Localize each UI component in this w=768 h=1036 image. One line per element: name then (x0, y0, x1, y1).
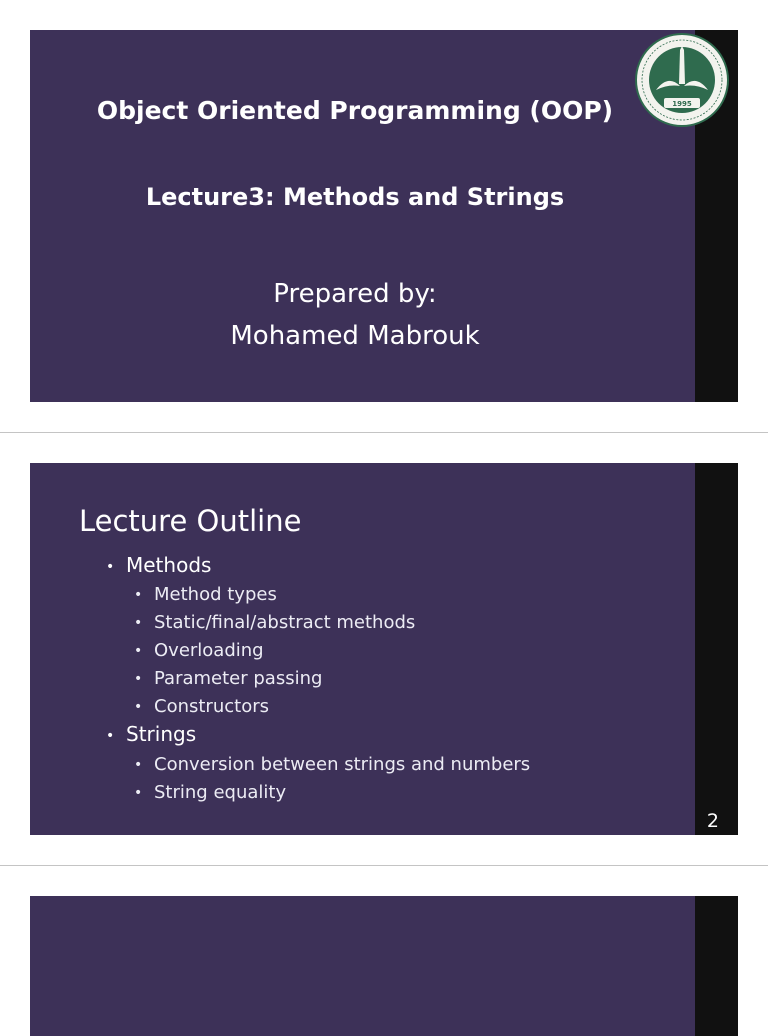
slide-side-strip (695, 463, 738, 835)
outline-sub-bullet (134, 754, 530, 775)
bullet-icon: • (134, 757, 143, 773)
lecture-title: Lecture3: Methods and Strings (145, 183, 565, 211)
outline-list (30, 463, 690, 835)
outline-sub-bullet (134, 612, 415, 633)
outline-sub-bullet (134, 640, 264, 661)
bullet-icon: • (106, 558, 115, 575)
author-name: Mohamed Mabrouk (230, 321, 480, 351)
bullet-text: Overloading (154, 640, 264, 661)
bullet-icon: • (134, 643, 143, 659)
bullet-icon: • (106, 727, 115, 744)
bullet-icon: • (134, 587, 143, 603)
bullet-icon: • (134, 785, 143, 801)
slide-divider (0, 432, 768, 433)
outline-sub-bullet (134, 584, 277, 605)
next-slide-partial (30, 896, 738, 1036)
bullet-icon: • (134, 615, 143, 631)
bullet-icon: • (134, 671, 143, 687)
university-seal-logo (634, 32, 730, 128)
prepared-by-label: Prepared by: (273, 279, 437, 309)
outline-title: Lecture Outline (79, 504, 302, 538)
bullet-text: Static/final/abstract methods (154, 612, 416, 633)
outline-bullet (106, 722, 196, 746)
bullet-text: Constructors (154, 696, 269, 717)
outline-sub-bullet (134, 782, 286, 803)
title-slide (30, 30, 738, 402)
seal-year: 1995 (672, 100, 692, 108)
bullet-text: Parameter passing (154, 668, 323, 689)
bullet-icon: • (134, 699, 143, 715)
page-number: 2 (706, 810, 719, 832)
bullet-text: Methods (126, 553, 212, 577)
slide-side-strip (695, 896, 738, 1036)
bullet-text: String equality (154, 782, 287, 803)
outline-bullet (106, 553, 211, 577)
bullet-text: Conversion between strings and numbers (154, 754, 531, 775)
course-title: Object Oriented Programming (OOP) (96, 96, 614, 125)
outline-sub-bullet (134, 668, 322, 689)
outline-slide (30, 463, 738, 835)
outline-sub-bullet (134, 696, 269, 717)
bullet-text: Method types (154, 584, 277, 605)
slide-divider (0, 865, 768, 866)
bullet-text: Strings (126, 722, 197, 746)
